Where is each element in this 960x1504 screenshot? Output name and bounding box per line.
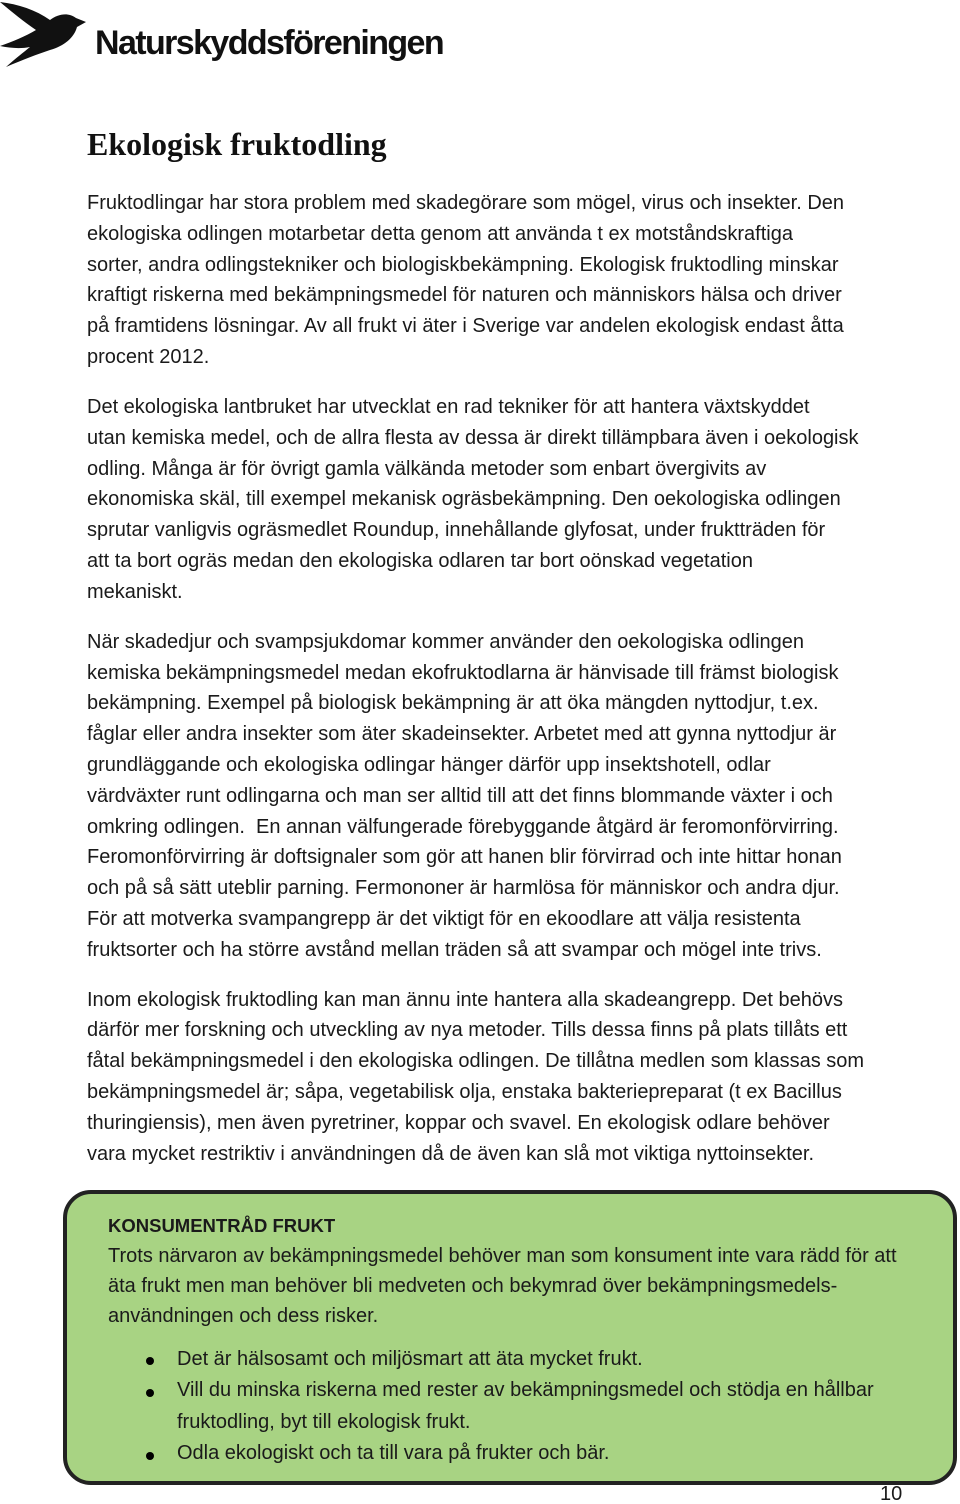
text-line: ekologiska odlingen motarbetar detta genom att använda t ex motståndskraftiga (87, 222, 793, 245)
paragraph-4 (87, 985, 917, 1170)
box-heading: KONSUMENTRÅD FRUKT (108, 1215, 336, 1236)
text-line: odling. Många är för övrigt gamla välkända metoder som enbart övergivits av (87, 457, 767, 480)
bird-logo-icon (0, 0, 86, 68)
text-line: utan kemiska medel, och de allra flesta av dessa är direkt tillämpbara även i oekologisk (87, 426, 859, 449)
text-line: Inom ekologisk fruktodling kan man ännu inte hantera alla skadeangrepp. Det behövs (87, 988, 844, 1011)
consumer-advice-box (63, 1190, 957, 1485)
logo-text: Naturskyddsföreningen (95, 24, 444, 62)
bullet-list (108, 1344, 938, 1470)
paragraph-2 (87, 392, 917, 608)
bullet-icon (146, 1452, 154, 1460)
text-line: procent 2012. (87, 345, 210, 368)
text-line: fåtal bekämpningsmedel i den ekologiska odlingen. De tillåtna medlen som klassas som (87, 1050, 865, 1073)
bullet-icon (146, 1389, 154, 1397)
text-line: thuringiensis), men även pyretriner, koppar och svavel. En ekologisk odlare behöver (87, 1111, 830, 1134)
text-line: värdväxter runt odlingarna och man ser alltid till att det finns blommande växter i och (87, 784, 833, 807)
text-line: sorter, andra odlingstekniker och biologiskbekämpning. Ekologisk fruktodling minskar (87, 253, 839, 276)
text-line: Feromonförvirring är doftsignaler som gör att hanen blir förvirrad och inte hittar honan (87, 846, 842, 869)
paragraph-1 (87, 188, 917, 373)
text-line: fåglar eller andra insekter som äter skadeinsekter. Arbetet med att gynna nyttodjur är (87, 723, 837, 746)
text-line: vara mycket restriktiv i användningen då de även kan slå mot viktiga nyttoinsekter. (87, 1142, 815, 1165)
box-intro (108, 1241, 938, 1331)
text-line: För att motverka svampangrepp är det viktigt för en ekoodlare att välja resistenta (87, 907, 801, 930)
consumer-advice-content (108, 1211, 938, 1470)
text-line: därför mer forskning och utveckling av nya metoder. Tills dessa finns på plats tillåts ett (87, 1019, 848, 1042)
text-line: Det är hälsosamt och miljösmart att äta mycket frukt. (177, 1347, 643, 1370)
text-line: omkring odlingen. En annan välfungerade förebyggande åtgärd är feromonförvirring. (87, 815, 839, 838)
text-line: mekaniskt. (87, 580, 183, 603)
paragraph-3 (87, 627, 917, 966)
bullet-item (108, 1375, 938, 1438)
text-line: Det ekologiska lantbruket har utvecklat en rad tekniker för att hantera växtskyddet (87, 395, 810, 418)
text-line: bekämpning. Exempel på biologisk bekämpning är att öka mängden nyttodjur, t.ex. (87, 692, 819, 715)
text-line: bekämpningsmedel är; såpa, vegetabilisk olja, enstaka bakteriepreparat (t ex Bacillus (87, 1081, 842, 1104)
text-line: på framtidens lösningar. Av all frukt vi äter i Sverige var andelen ekologisk endast åtta (87, 315, 844, 338)
text-line: kraftigt riskerna med bekämpningsmedel för naturen och människors hälsa och driver (87, 284, 842, 307)
text-line: Vill du minska riskerna med rester av bekämpningsmedel och stödja en hållbar (177, 1379, 874, 1401)
bullet-item (108, 1344, 938, 1376)
text-line: fruktodling, byt till ekologisk frukt. (177, 1410, 471, 1433)
text-line: sprutar vanligvis ogräsmedlet Roundup, innehållande glyfosat, under fruktträden för (87, 519, 826, 542)
page-title: Ekologisk fruktodling (87, 126, 387, 162)
text-line: äta frukt men man behöver bli medveten och bekymrad över bekämpningsmedels- (108, 1275, 838, 1297)
text-line: ekonomiska skäl, till exempel mekanisk ogräsbekämpning. Den oekologiska odlingen (87, 488, 841, 511)
text-line: och på så sätt uteblir parning. Fermononer är harmlösa för människor och andra djur. (87, 877, 840, 900)
page-number: 10 (880, 1484, 903, 1504)
text-line: fruktsorter och ha större avstånd mellan träden så att svampar och mögel inte trivs. (87, 938, 822, 961)
text-line: kemiska bekämpningsmedel medan ekofruktodlarna är hänvisade till främst biologisk (87, 661, 839, 684)
text-line: Fruktodlingar har stora problem med skadegörare som mögel, virus och insekter. Den (87, 192, 845, 214)
bullet-icon (146, 1357, 154, 1365)
text-line: Trots närvaron av bekämpningsmedel behöver man som konsument inte vara rädd för att (108, 1245, 897, 1267)
text-line: När skadedjur och svampsjukdomar kommer använder den oekologiska odlingen (87, 630, 805, 653)
text-line: användningen och dess risker. (108, 1305, 379, 1327)
article-body (87, 188, 917, 1189)
bullet-item (108, 1438, 938, 1470)
text-line: Odla ekologiskt och ta till vara på frukter och bär. (177, 1442, 610, 1464)
text-line: att ta bort ogräs medan den ekologiska odlaren tar bort oönskad vegetation (87, 549, 753, 572)
text-line: grundläggande och ekologiska odlingar hänger därför upp insektshotell, odlar (87, 753, 771, 776)
